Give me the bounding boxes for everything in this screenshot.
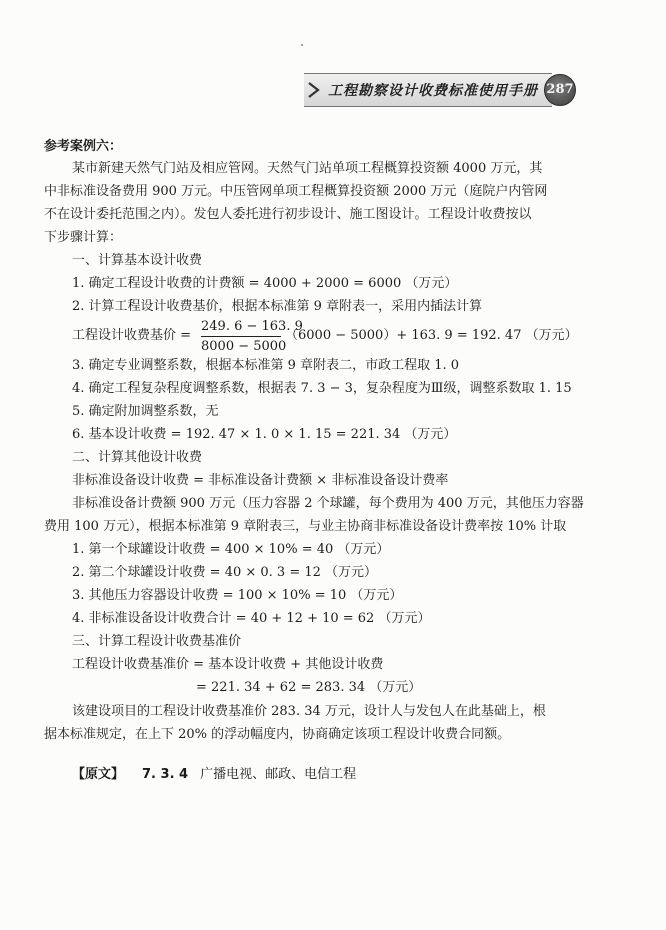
running-header (304, 73, 576, 107)
chevron-right-icon (306, 81, 324, 99)
calc-step: 2. 计算工程设计收费基价，根据本标准第 9 章附表一，采用内插法计算 (72, 299, 483, 314)
case-heading: 参考案例六： (44, 139, 123, 154)
section-heading: 广播电视、邮政、电信工程 (200, 767, 357, 782)
fraction-numerator: 249. 6 − 163. 9 (201, 318, 281, 337)
formula-lhs: 工程设计收费基价 = (72, 328, 192, 343)
calc-step: 6. 基本设计收费 = 192. 47 × 1. 0 × 1. 15 = 221. 34 （万元） (72, 427, 457, 442)
fraction (201, 318, 303, 355)
calc-step: 5. 确定附加调整系数，无 (72, 404, 219, 419)
calc-step: 3. 确定专业调整系数，根据本标准第 9 章附表二，市政工程取 1. 0 (72, 358, 460, 373)
calc-step: 4. 非标准设备设计收费合计 = 40 + 12 + 10 = 62 （万元） (72, 611, 431, 626)
calc-formula: 非标准设备设计收费 = 非标准设备计费额 × 非标准设备设计费率 (72, 473, 449, 488)
scan-speck (301, 44, 303, 46)
intro-line: 不在设计委托范围之内）。发包人委托进行初步设计、施工图设计。工程设计收费按以 (44, 207, 532, 222)
source-heading (72, 766, 356, 784)
desc-line: 非标准设备计费额 900 万元（压力容器 2 个球罐，每个费用为 400 万元，其他压力容器 (72, 496, 584, 511)
section-title: 二、计算其他设计收费 (72, 450, 203, 465)
conclusion-line: 该建设项目的工程设计收费基准价 283. 34 万元，设计人与发包人在此基础上，根 (72, 704, 546, 719)
calc-result: = 221. 34 + 62 = 283. 34 （万元） (196, 680, 422, 695)
section-title: 一、计算基本设计收费 (72, 253, 203, 268)
section-title: 三、计算工程设计收费基准价 (72, 634, 242, 649)
formula-rhs: （6000 − 5000）+ 163. 9 = 192. 47 （万元） (285, 328, 578, 343)
section-number: 7. 3. 4 (142, 767, 189, 782)
calc-step: 1. 第一个球罐设计收费 = 400 × 10% = 40 （万元） (72, 542, 390, 557)
intro-line: 中非标准设备费用 900 万元。中压管网单项工程概算投资额 2000 万元（庭院户内管网 (44, 184, 548, 199)
calc-step: 2. 第二个球罐设计收费 = 40 × 0. 3 = 12 （万元） (72, 565, 378, 580)
fraction-denominator: 8000 − 5000 (201, 339, 287, 354)
calc-step: 1. 确定工程设计收费的计费额 = 4000 + 2000 = 6000 （万元） (72, 276, 458, 291)
header-title: 工程勘察设计收费标准使用手册 (328, 83, 538, 99)
calc-step: 4. 确定工程复杂程度调整系数，根据表 7. 3 − 3，复杂程度为Ⅲ级，调整系数取 1. 15 (72, 381, 572, 396)
desc-line: 费用 100 万元），根据本标准第 9 章附表三，与业主协商非标准设备设计费率按 10% 计取 (44, 519, 567, 534)
calc-formula: 工程设计收费基准价 = 基本设计收费 + 其他设计收费 (72, 657, 384, 672)
source-tag: 【原文】 (72, 767, 125, 782)
conclusion-line: 据本标准规定，在上下 20% 的浮动幅度内，协商确定该项工程设计收费合同额。 (44, 727, 511, 742)
intro-line: 下步骤计算： (44, 230, 123, 245)
page-number-badge: 287 (544, 74, 576, 106)
calc-step: 3. 其他压力容器设计收费 = 100 × 10% = 10 （万元） (72, 588, 403, 603)
intro-line: 某市新建天然气门站及相应管网。天然气门站单项工程概算投资额 4000 万元，其 (72, 161, 543, 176)
